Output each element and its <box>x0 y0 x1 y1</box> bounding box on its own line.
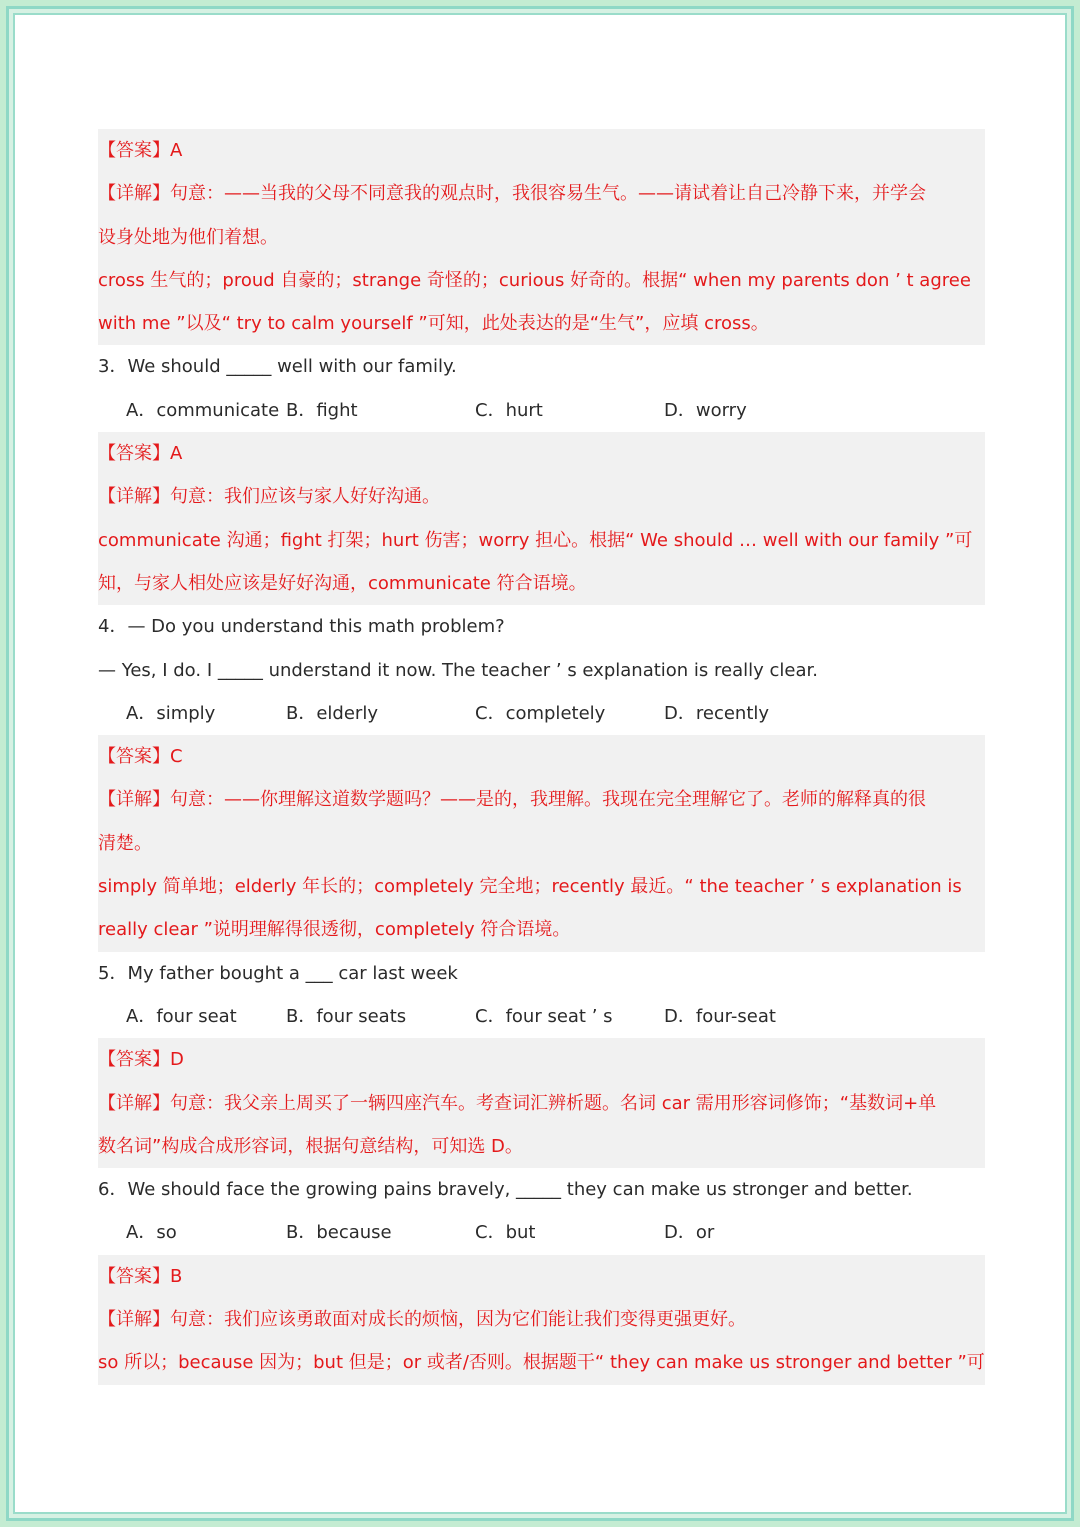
detail-line: 设身处地为他们着想。 <box>98 216 985 259</box>
detail-line: with me ”以及“ try to calm yourself ”可知，此处表达的是“生气”，应填 cross。 <box>98 302 985 345</box>
option-b: B．fight <box>286 399 358 421</box>
detail-line: 【详解】句意：我父亲上周买了一辆四座汽车。考查词汇辨析题。名词 car 需用形容词修饰；“基数词+单 <box>98 1082 985 1125</box>
option-d: D．worry <box>664 399 747 421</box>
option-d: D．four-seat <box>664 1005 776 1027</box>
question-6-stem: 6．We should face the growing pains bravely, _____ they can make us stronger and better. <box>98 1179 913 1201</box>
answer-label: 【答案】D <box>98 1038 985 1081</box>
option-a: A．simply <box>126 702 216 724</box>
answer-block-q2 <box>98 129 985 345</box>
answer-label: 【答案】C <box>98 735 985 778</box>
option-a: A．so <box>126 1222 177 1244</box>
answer-block-q4 <box>98 735 985 951</box>
detail-line: communicate 沟通；fight 打架；hurt 伤害；worry 担心。根据“ We should … well with our family ”可 <box>98 519 985 562</box>
detail-line: cross 生气的；proud 自豪的；strange 奇怪的；curious 好奇的。根据“ when my parents don ’ t agree <box>98 259 985 302</box>
question-3-options <box>98 389 985 432</box>
option-c: C．hurt <box>475 399 543 421</box>
answer-block-q3 <box>98 432 985 605</box>
option-c: C．but <box>475 1222 536 1244</box>
option-b: B．four seats <box>286 1005 407 1027</box>
question-4-options <box>98 692 985 735</box>
answer-block-q5 <box>98 1038 985 1168</box>
detail-line: 【详解】句意：我们应该勇敢面对成长的烦恼，因为它们能让我们变得更强更好。 <box>98 1298 985 1341</box>
question-5-options <box>98 995 985 1038</box>
option-c: C．four seat ’ s <box>475 1005 613 1027</box>
question-3-stem: 3．We should _____ well with our family. <box>98 356 457 378</box>
detail-line: 【详解】句意：我们应该与家人好好沟通。 <box>98 475 985 518</box>
detail-line: 【详解】句意：——当我的父母不同意我的观点时，我很容易生气。——请试着让自己冷静下来，并学会 <box>98 172 985 215</box>
option-d: D．or <box>664 1222 715 1244</box>
option-a: A．communicate <box>126 399 280 421</box>
detail-line: 清楚。 <box>98 822 985 865</box>
question-5-stem: 5．My father bought a ___ car last week <box>98 962 458 984</box>
option-b: B．because <box>286 1222 392 1244</box>
document-content <box>98 129 985 1385</box>
detail-line: 数名词”构成合成形容词，根据句意结构，可知选 D。 <box>98 1125 985 1168</box>
answer-block-q6 <box>98 1255 985 1385</box>
option-a: A．four seat <box>126 1005 237 1027</box>
option-b: B．elderly <box>286 702 378 724</box>
answer-label: 【答案】A <box>98 432 985 475</box>
option-d: D．recently <box>664 702 770 724</box>
answer-label: 【答案】A <box>98 129 985 172</box>
detail-line: 【详解】句意：——你理解这道数学题吗？——是的，我理解。我现在完全理解它了。老师的解释真的很 <box>98 778 985 821</box>
detail-line: simply 简单地；elderly 年长的；completely 完全地；recently 最近。“ the teacher ’ s explanation is <box>98 865 985 908</box>
question-4-stem-reply: — Yes, I do. I _____ understand it now. The teacher ’ s explanation is really clear. <box>98 659 818 681</box>
detail-line: 知，与家人相处应该是好好沟通，communicate 符合语境。 <box>98 562 985 605</box>
option-c: C．completely <box>475 702 606 724</box>
detail-line: really clear ”说明理解得很透彻，completely 符合语境。 <box>98 908 985 951</box>
question-4-stem: 4．— Do you understand this math problem? <box>98 616 505 638</box>
answer-label: 【答案】B <box>98 1255 985 1298</box>
detail-line: so 所以；because 因为；but 但是；or 或者/否则。根据题干“ they can make us stronger and better ”可 <box>98 1341 985 1384</box>
question-6-options <box>98 1211 985 1254</box>
